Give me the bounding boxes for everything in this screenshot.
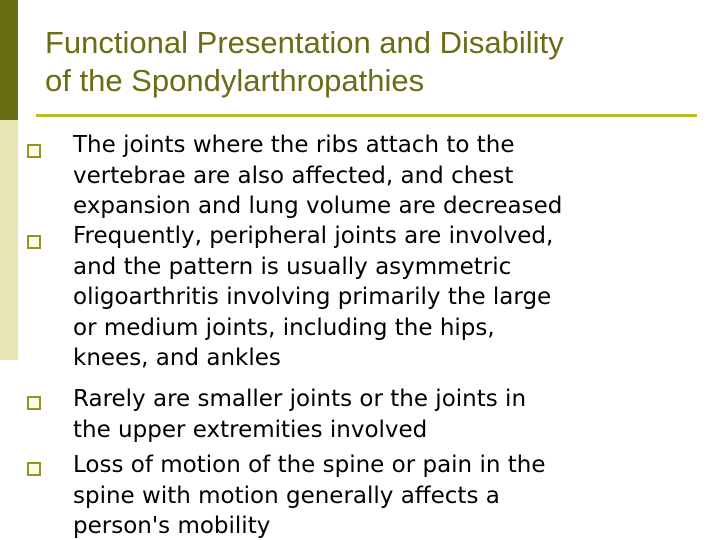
slide-title-line: Functional Presentation and Disability [45,25,564,60]
square-bullet-icon [27,462,41,476]
bullet-text [73,384,713,445]
slide-title-line: of the Spondylarthropathies [45,63,425,98]
bullet-line: expansion and lung volume are decreased [73,193,563,219]
bullet-line: or medium joints, including the hips, [73,314,495,341]
bullet-line: Frequently, peripheral joints are involved, [73,223,554,249]
bullet-line: knees, and ankles [73,345,281,371]
square-bullet-icon [27,235,41,249]
bullet-text [73,221,713,374]
bullet-text [73,450,713,540]
bullet-line: person's mobility [73,513,271,539]
bullet-line: Rarely are smaller joints or the joints in [73,386,527,412]
bullet-line: Loss of motion of the spine or pain in the [73,452,546,478]
square-bullet-icon [27,396,41,410]
bullet-line: oligoarthritis involving primarily the large [73,284,552,310]
bullet-line: The joints where the ribs attach to the [73,132,515,158]
bullet-line: and the pattern is usually asymmetric [73,253,512,280]
square-bullet-icon [27,144,41,158]
bullet-line: the upper extremities involved [73,416,428,443]
bullet-line: vertebrae are also affected, and chest [73,162,514,189]
bullet-line: spine with motion generally affects a [73,482,500,509]
bullet-text [73,130,713,222]
